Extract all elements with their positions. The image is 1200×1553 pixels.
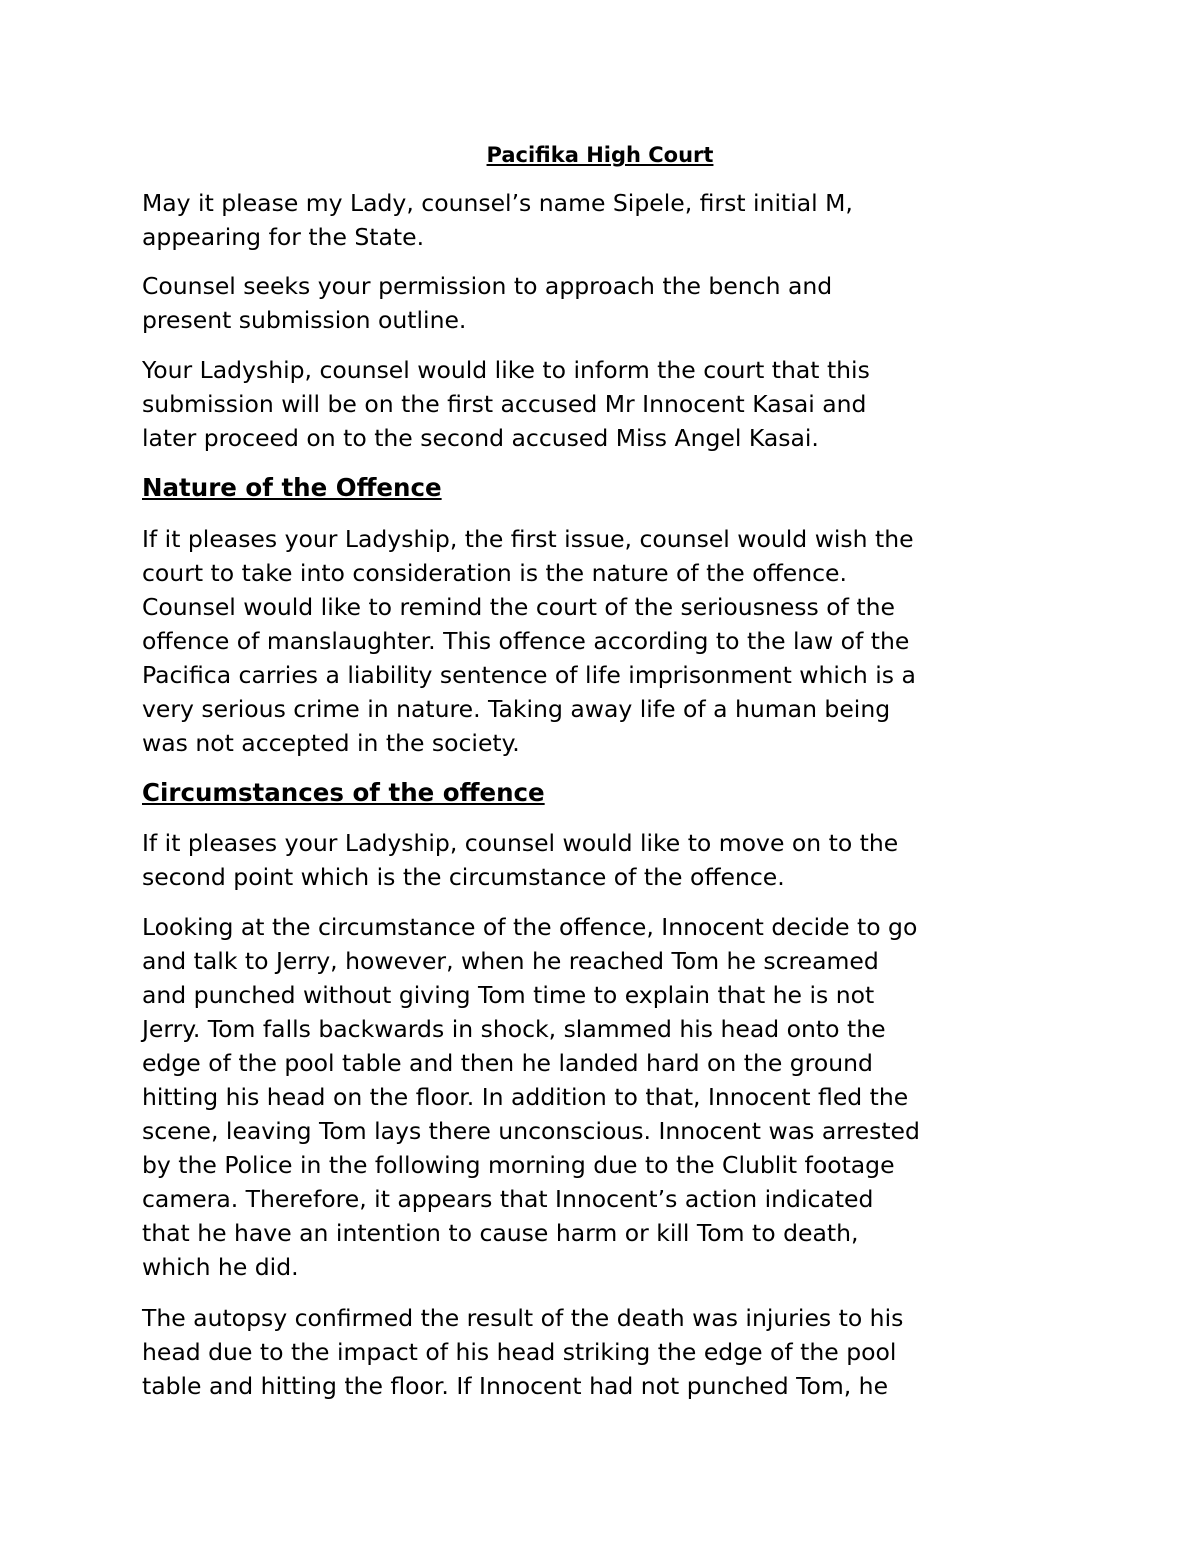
text-line: court to take into consideration is the nature of the offence. [142, 559, 847, 587]
paragraph-submission-scope [142, 353, 1062, 455]
text-line: If it pleases your Ladyship, the first issue, counsel would wish the [142, 525, 914, 553]
paragraph-autopsy [142, 1301, 1062, 1403]
text-line: that he have an intention to cause harm or kill Tom to death, [142, 1219, 859, 1247]
text-line: offence of manslaughter. This offence according to the law of the [142, 627, 910, 655]
text-line: head due to the impact of his head striking the edge of the pool [142, 1338, 897, 1366]
text-line: later proceed on to the second accused Miss Angel Kasai. [142, 424, 819, 452]
text-line: present submission outline. [142, 306, 467, 334]
text-line: was not accepted in the society. [142, 729, 520, 757]
text-line: Jerry. Tom falls backwards in shock, slammed his head onto the [142, 1015, 886, 1043]
text-line: which he did. [142, 1253, 299, 1281]
text-line: second point which is the circumstance of the offence. [142, 863, 785, 891]
document-title: Pacifika High Court [486, 143, 714, 167]
paragraph-circumstance-details [142, 910, 1062, 1284]
paragraph-approach-bench [142, 269, 1062, 337]
text-line: appearing for the State. [142, 223, 425, 251]
heading-nature-of-offence: Nature of the Offence [142, 473, 442, 502]
paragraph-move-to-circumstances [142, 826, 1062, 894]
text-line: by the Police in the following morning due to the Clublit footage [142, 1151, 895, 1179]
text-line: table and hitting the floor. If Innocent had not punched Tom, he [142, 1372, 889, 1400]
text-line: and punched without giving Tom time to explain that he is not [142, 981, 875, 1009]
text-line: very serious crime in nature. Taking away life of a human being [142, 695, 891, 723]
heading-circumstances-of-offence: Circumstances of the offence [142, 778, 545, 807]
text-line: submission will be on the first accused Mr Innocent Kasai and [142, 390, 867, 418]
text-line: Counsel would like to remind the court of the seriousness of the [142, 593, 895, 621]
text-line: If it pleases your Ladyship, counsel would like to move on to the [142, 829, 899, 857]
text-line: Counsel seeks your permission to approach the bench and [142, 272, 833, 300]
text-line: The autopsy confirmed the result of the death was injuries to his [142, 1304, 904, 1332]
text-line: May it please my Lady, counsel’s name Sipele, first initial M, [142, 189, 853, 217]
text-line: Your Ladyship, counsel would like to inform the court that this [142, 356, 870, 384]
text-line: Looking at the circumstance of the offence, Innocent decide to go [142, 913, 918, 941]
text-line: edge of the pool table and then he landed hard on the ground [142, 1049, 873, 1077]
text-line: scene, leaving Tom lays there unconscious. Innocent was arrested [142, 1117, 920, 1145]
paragraph-counsel-appearance [142, 186, 1062, 254]
text-line: and talk to Jerry, however, when he reached Tom he screamed [142, 947, 879, 975]
text-line: Pacifica carries a liability sentence of life imprisonment which is a [142, 661, 916, 689]
paragraph-nature-of-offence [142, 522, 1062, 760]
text-line: hitting his head on the floor. In addition to that, Innocent fled the [142, 1083, 909, 1111]
text-line: camera. Therefore, it appears that Innocent’s action indicated [142, 1185, 874, 1213]
